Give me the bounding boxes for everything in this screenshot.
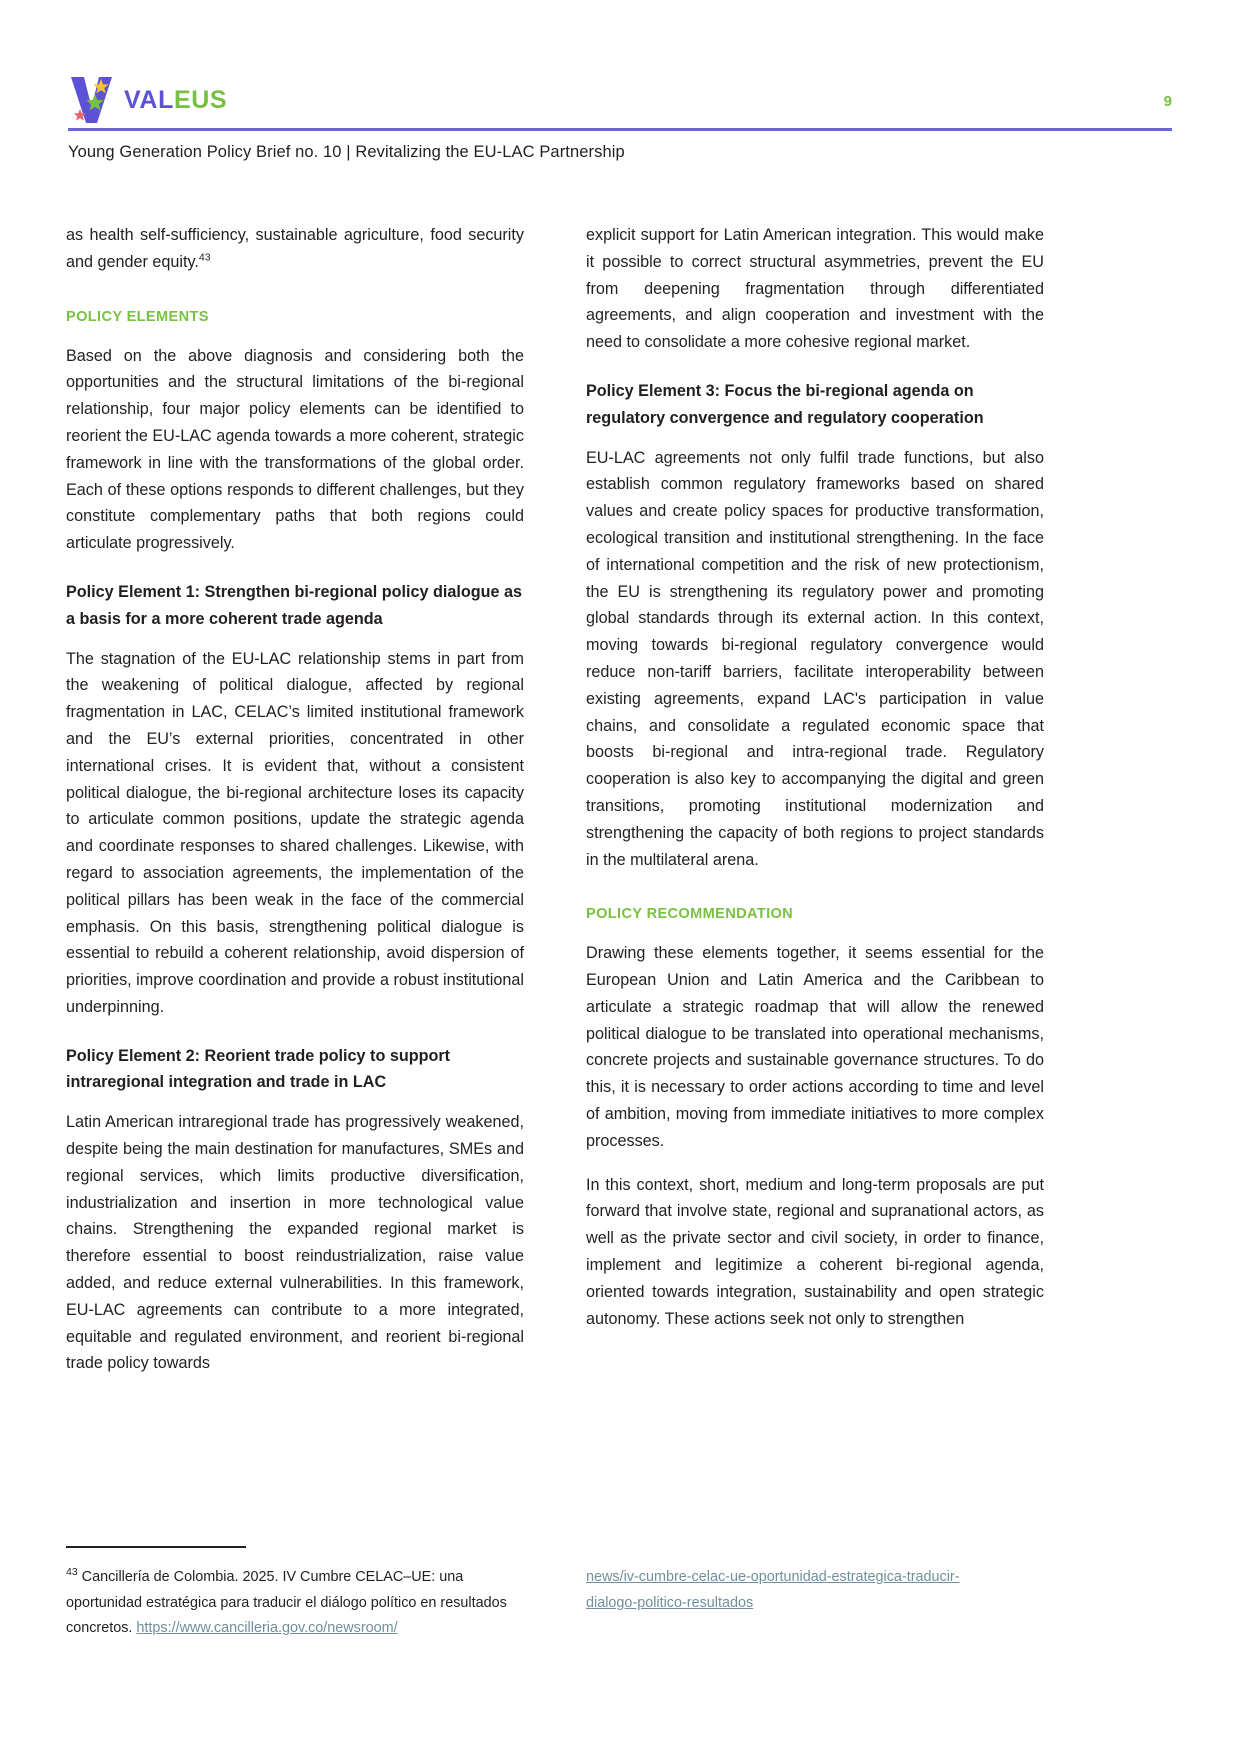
page-number: 9	[1163, 93, 1172, 110]
logo-text-eus: EUS	[173, 85, 228, 114]
footnote-separator-rule	[66, 1546, 246, 1548]
policy-recommendation-heading: POLICY RECOMMENDATION	[586, 906, 794, 923]
right-column	[586, 222, 1044, 1349]
policy-recommendation-paragraph-2: In this context, short, medium and long-term proposals are put forward that involve state, regional and supranational actors, as well as the private sector and civil society, in order to finance, implement and legitimize a coherent bi-regional agenda, oriented towards integration, sustainability and open strategic autonomy. These actions seek not only to strengthen	[586, 1175, 1044, 1328]
footnote-link-part2[interactable]: news/iv-cumbre-celac-ue-oportunidad-estrategica-traducir-	[586, 1569, 960, 1585]
policy-element-2-paragraph: Latin American intraregional trade has progressively weakened, despite being the main destination for manufactures, SMEs and regional services, which limits productive diversification, industrialization and insertion in more technological value chains. Strengthening the expanded regional market is therefore essential to boost reindustrialization, raise value added, and reduce external vulnerabilities. In this framework, EU-LAC agreements can contribute to a more integrated, equitable and regulated environment, and reorient bi-regional trade policy towards	[66, 1113, 524, 1373]
valeus-v-star-logo-icon	[68, 74, 114, 126]
policy-elements-heading: POLICY ELEMENTS	[66, 308, 209, 325]
policy-element-3-paragraph: EU-LAC agreements not only fulfil trade functions, but also establish common regulatory frameworks based on shared values and create policy spaces for productive transformation, ecological transition and institutional strengthening. In the face of international competition and the risk of new protectionism, the EU is strengthening its regulatory power and promoting global standards through its external action. In this context, moving towards bi-regional regulatory convergence would reduce non-tariff barriers, facilitate interoperability between existing agreements, expand LAC's participation in value chains, and consolidate a regulated economic space that boosts bi-regional and intra-regional trade. Regulatory cooperation is also key to accompanying the digital and green transitions, promoting institutional modernization and strengthening the capacity of both regions to project standards in the multilateral arena.	[586, 448, 1044, 869]
footnote-right	[586, 1565, 1044, 1616]
policy-element-1-heading: Policy Element 1: Strengthen bi-regional policy dialogue as a basis for a more coherent trade agenda	[66, 582, 523, 628]
footnote-link-part1[interactable]: https://www.cancilleria.gov.co/newsroom/	[136, 1620, 398, 1636]
policy-element-1-paragraph: The stagnation of the EU-LAC relationship stems in part from the weakening of political dialogue, affected by regional fragmentation in LAC, CELAC’s limited institutional framework and the EU’s external priorities, concentrated in other international crises. It is evident that, without a consistent political dialogue, the bi-regional architecture loses its capacity to articulate common positions, update the strategic agenda and coordinate responses to shared challenges. Likewise, with regard to association agreements, the implementation of the political pillars has been weak in the face of the commercial emphasis. On this basis, strengthening political dialogue is essential to rebuild a coherent relationship, avoid dispersion of priorities, improve coordination and provide a robust institutional underpinning.	[66, 649, 524, 1016]
header-divider-rule	[68, 128, 1172, 131]
valeus-logo-text	[124, 85, 228, 114]
running-head: Young Generation Policy Brief no. 10 | Revitalizing the EU-LAC Partnership	[68, 143, 625, 161]
policy-element-3-heading: Policy Element 3: Focus the bi-regional agenda on regulatory convergence and regulatory cooperation	[586, 381, 984, 427]
continued-paragraph-right: explicit support for Latin American integration. This would make it possible to correct structural asymmetries, prevent the EU from deepening fragmentation through differentiated agreements, and align cooperation and investment with the need to consolidate a more cohesive regional market.	[586, 226, 1044, 352]
valeus-logo	[68, 72, 227, 128]
logo-text-val: VAL	[124, 85, 174, 114]
policy-element-2-heading: Policy Element 2: Reorient trade policy to support intraregional integration and trade in LAC	[66, 1046, 451, 1092]
continued-paragraph-left	[66, 222, 524, 276]
policy-elements-intro-paragraph: Based on the above diagnosis and considering both the opportunities and the structural limitations of the bi-regional relationship, four major policy elements can be identified to reorient the EU-LAC agenda towards a more coherent, strategic framework in line with the transformations of the global order. Each of these options responds to different challenges, but they constitute complementary paths that both regions could articulate progressively.	[66, 346, 524, 553]
footnote-number: 43	[66, 1566, 78, 1579]
page-header	[68, 72, 1172, 144]
footnote-left	[66, 1565, 524, 1642]
policy-recommendation-paragraph-1: Drawing these elements together, it seems essential for the European Union and Latin America and the Caribbean to articulate a strategic roadmap that will allow the renewed political dialogue to be translated into operational mechanisms, concrete projects and sustainable governance structures. To do this, it is necessary to order actions according to time and level of ambition, moving from immediate initiatives to more complex processes.	[586, 944, 1044, 1150]
footnote-marker-43: 43	[198, 251, 211, 264]
footnote-link-part3[interactable]: dialogo-politico-resultados	[586, 1594, 754, 1611]
continued-paragraph-left-text: as health self-sufficiency, sustainable agriculture, food security and gender equity.	[66, 226, 524, 271]
left-column	[66, 222, 524, 1394]
footnote-text: Cancillería de Colombia. 2025. IV Cumbre CELAC–UE: una oportunidad estratégica para traducir el diálogo político en resultados concretos.	[66, 1569, 507, 1636]
